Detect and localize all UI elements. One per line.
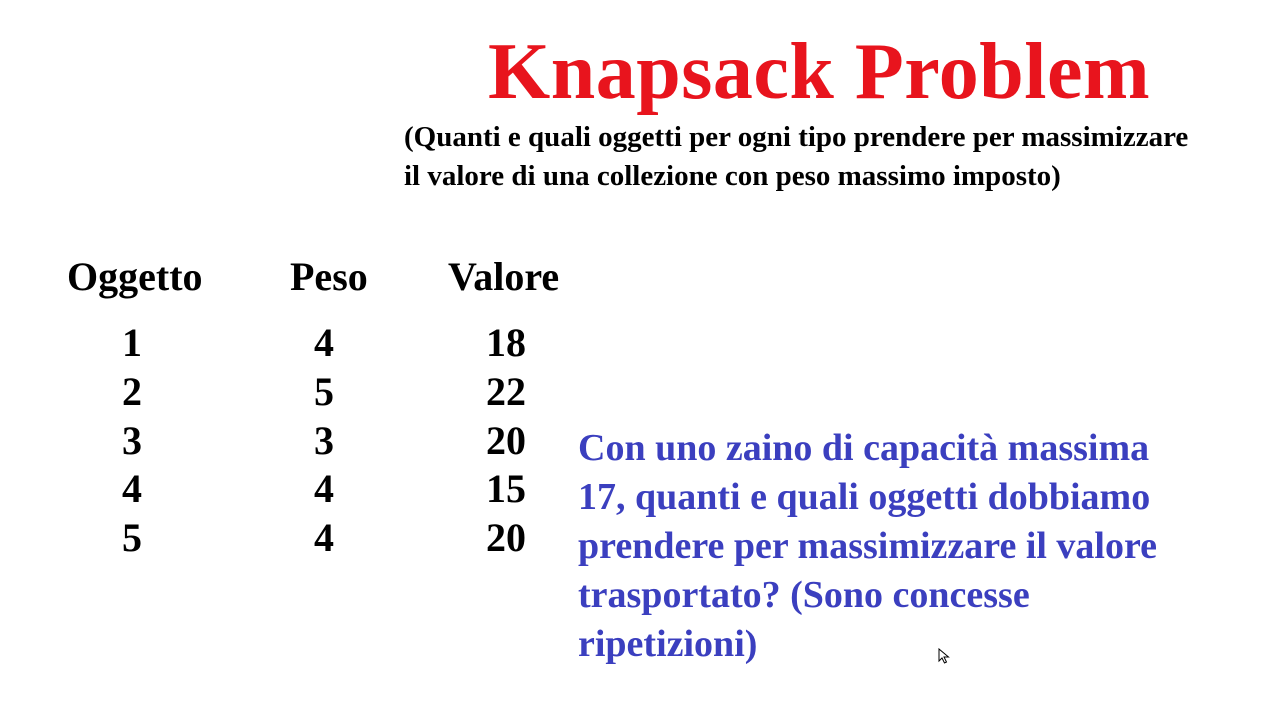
subtitle-line: (Quanti e quali oggetti per ogni tipo prendere per massimizzare — [404, 121, 1189, 153]
header-peso: Peso — [290, 254, 368, 299]
cell-oggetto: 4 — [122, 466, 142, 511]
cell-valore: 18 — [486, 320, 526, 365]
cell-oggetto: 5 — [122, 515, 142, 560]
question-line: Con uno zaino di capacità massima — [578, 427, 1150, 469]
subtitle-line: il valore di una collezione con peso massimo imposto) — [404, 160, 1061, 192]
cell-peso: 4 — [314, 320, 334, 365]
cell-oggetto: 2 — [122, 369, 142, 414]
question-text — [578, 424, 1268, 669]
page-title: Knapsack Problem — [488, 28, 1151, 116]
subtitle — [404, 118, 1280, 196]
mouse-pointer-icon — [938, 648, 950, 664]
question-line: ripetizioni) — [578, 623, 758, 665]
cell-peso: 4 — [314, 466, 334, 511]
question-line: prendere per massimizzare il valore — [578, 525, 1158, 567]
header-valore: Valore — [448, 254, 560, 299]
cell-valore: 20 — [486, 418, 526, 463]
cell-peso: 5 — [314, 369, 334, 414]
cell-peso: 4 — [314, 515, 334, 560]
cell-valore: 15 — [486, 466, 526, 511]
table-row — [0, 464, 600, 513]
cell-valore: 22 — [486, 369, 526, 414]
cell-oggetto: 1 — [122, 320, 142, 365]
cell-oggetto: 3 — [122, 418, 142, 463]
header-oggetto: Oggetto — [67, 254, 203, 299]
cell-valore: 20 — [486, 515, 526, 560]
table-row — [0, 416, 600, 465]
question-line: 17, quanti e quali oggetti dobbiamo — [578, 476, 1151, 518]
table-row — [0, 367, 600, 416]
cell-peso: 3 — [314, 418, 334, 463]
table-row — [0, 513, 600, 562]
question-line: trasportato? (Sono concesse — [578, 574, 1030, 616]
table-row — [0, 318, 600, 367]
